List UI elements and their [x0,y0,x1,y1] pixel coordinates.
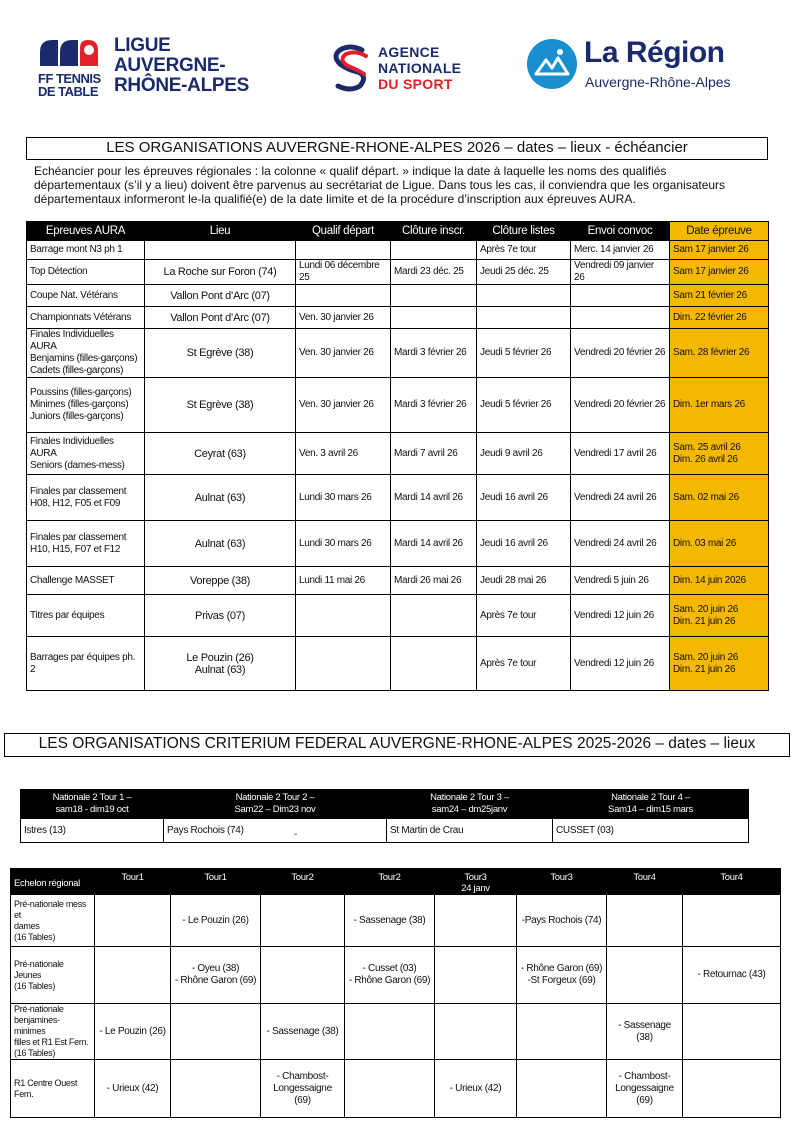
place-cell: Privas (07) [145,595,296,637]
agence-nationale-sport-logo [322,26,480,112]
cloture-inscr-cell: Mardi 23 déc. 25 [391,260,477,285]
nationale2-table [20,789,749,843]
date-epreuve-cell: Dim. 14 juin 2026 [670,567,769,595]
venue-cell: - Sassenage (38) [345,895,435,947]
table-row [27,475,769,521]
qualif-cell [296,241,391,260]
envoi-convoc-cell [571,307,670,329]
table-header-row [27,222,769,241]
qualif-cell: Ven. 30 janvier 26 [296,329,391,378]
fftt-left-text: FF TENNIS DE TABLE [38,71,101,99]
event-name-cell: Championnats Vétérans [27,307,145,329]
intro-paragraph: Echéancier pour les épreuves régionales : la colonne « qualif départ. » indique la date à laquelle les noms des qualifiés départementaux (s’il y a lieu) doivent être parvenus au secrétariat de Ligue. Dans tous les cas, il conviendra que les organisateurs départementaux informeront le-la qualifié(e) de la date limite et de la procédure d’inscription aux épreuves AURA. [34,164,726,206]
table-header-row [11,869,781,895]
envoi-convoc-cell: Merc. 14 janvier 26 [571,241,670,260]
qualif-cell: Lundi 11 mai 26 [296,567,391,595]
venue-cell [517,1060,607,1118]
aura-events-table [26,221,769,691]
event-name-cell: Finales Individuelles AURA Seniors (dames-mess) [27,433,145,475]
ans-text: AGENCE NATIONALE DU SPORT [378,44,462,92]
date-epreuve-cell: Sam 17 janvier 26 [670,260,769,285]
echelon-label-cell: Pré-nationale benjamines-minimes filles et R1 Est Fem. (16 Tables) [11,1004,95,1060]
table-row [11,1060,781,1118]
venue-cell [261,895,345,947]
envoi-convoc-cell: Vendredi 5 juin 26 [571,567,670,595]
cloture-inscr-cell: Mardi 3 février 26 [391,329,477,378]
nationale2-tour-header: Nationale 2 Tour 2 – Sam22 – Dim23 nov [164,790,387,819]
venue-cell [683,895,781,947]
cloture-inscr-cell: Mardi 14 avril 26 [391,521,477,567]
date-epreuve-cell: Dim. 1er mars 26 [670,378,769,433]
venue-cell [171,1004,261,1060]
header-date-epreuve: Date épreuve [670,222,769,241]
date-epreuve-cell: Dim. 22 février 26 [670,307,769,329]
cloture-listes-cell: Après 7e tour [477,595,571,637]
qualif-cell: Lundi 30 mars 26 [296,475,391,521]
header-cloture-listes: Clôture listes [477,222,571,241]
venue-cell [683,1060,781,1118]
event-name-cell: Coupe Nat. Vétérans [27,285,145,307]
venue-cell [683,1004,781,1060]
envoi-convoc-cell: Vendredi 24 avril 26 [571,475,670,521]
nationale2-venue-cell: St Martin de Crau [387,819,553,843]
date-epreuve-cell: Dim. 03 mai 26 [670,521,769,567]
regional-echelon-table [10,868,781,1118]
nationale2-venue-cell: CUSSET (03) [553,819,749,843]
fftt-ligue-logo [38,36,253,100]
table-row [27,378,769,433]
echelon-label-cell: R1 Centre Ouest Fem. [11,1060,95,1118]
region-subtitle: Auvergne-Rhône-Alpes [585,74,731,90]
table-row [27,521,769,567]
region-title: La Région [584,36,725,69]
nationale2-tour-header: Nationale 2 Tour 4 – Sam14 – dim15 mars [553,790,749,819]
table-row [27,329,769,378]
place-cell: Aulnat (63) [145,475,296,521]
tour-header: Tour3 24 janv [435,869,517,895]
venue-cell [171,1060,261,1118]
cloture-listes-cell [477,285,571,307]
qualif-cell [296,595,391,637]
tour-header: Tour2 [261,869,345,895]
tour-header: Tour3 [517,869,607,895]
cloture-listes-cell: Jeudi 5 février 26 [477,329,571,378]
nationale2-venue-cell: Pays Rochois (74) [164,819,387,843]
date-epreuve-cell: Sam. 02 mai 26 [670,475,769,521]
cloture-inscr-cell: Mardi 26 mai 26 [391,567,477,595]
table-row [11,947,781,1004]
date-epreuve-cell: Sam 21 février 26 [670,285,769,307]
venue-cell: - Urieux (42) [95,1060,171,1118]
venue-cell: - Le Pouzin (26) [95,1004,171,1060]
cloture-inscr-cell: Mardi 14 avril 26 [391,475,477,521]
place-cell: Aulnat (63) [145,521,296,567]
cloture-listes-cell [477,307,571,329]
cloture-listes-cell: Jeudi 5 février 26 [477,378,571,433]
qualif-cell: Lundi 30 mars 26 [296,521,391,567]
place-cell: Vallon Pont d’Arc (07) [145,307,296,329]
table-row [27,595,769,637]
envoi-convoc-cell: Vendredi 20 février 26 [571,378,670,433]
section2-title: LES ORGANISATIONS CRITERIUM FEDERAL AUVERGNE-RHONE-ALPES 2025-2026 – dates – lieux [4,733,790,757]
envoi-convoc-cell [571,285,670,307]
table-row [11,1004,781,1060]
venue-cell [435,1004,517,1060]
cloture-inscr-cell: Mardi 3 février 26 [391,378,477,433]
table-header-row [21,790,749,819]
header-cloture-inscr: Clôture inscr. [391,222,477,241]
place-cell: La Roche sur Foron (74) [145,260,296,285]
event-name-cell: Challenge MASSET [27,567,145,595]
venue-cell: - Sassenage (38) [607,1004,683,1060]
dash-mark: - [294,829,298,840]
section1-title: LES ORGANISATIONS AUVERGNE-RHONE-ALPES 2026 – dates – lieux - échéancier [26,137,768,160]
echelon-label-cell: Pré-nationale Jeunes (16 Tables) [11,947,95,1004]
qualif-cell: Lundi 06 décembre 25 [296,260,391,285]
tour-header: Tour2 [345,869,435,895]
event-name-cell: Barrages par équipes ph. 2 [27,637,145,691]
place-cell: Voreppe (38) [145,567,296,595]
date-epreuve-cell: Sam. 25 avril 26 Dim. 26 avril 26 [670,433,769,475]
cloture-inscr-cell [391,307,477,329]
venue-cell: - Urieux (42) [435,1060,517,1118]
venue-cell [607,947,683,1004]
venue-cell [345,1004,435,1060]
tour-header: Tour4 [683,869,781,895]
venue-cell [607,895,683,947]
ans-s-icon [328,42,372,94]
cloture-listes-cell: Jeudi 16 avril 26 [477,521,571,567]
table-row [27,241,769,260]
table-row [27,307,769,329]
echelon-label-cell: Pré-nationale mess et dames (16 Tables) [11,895,95,947]
venue-cell [261,947,345,1004]
venue-cell [517,1004,607,1060]
event-name-cell: Finales Individuelles AURA Benjamins (filles-garçons) Cadets (filles-garçons) [27,329,145,378]
venue-cell [95,895,171,947]
cloture-inscr-cell [391,285,477,307]
fftt-logo-icon [38,38,100,66]
venue-cell: - Chambost- Longessaigne (69) [261,1060,345,1118]
tour-header: Tour1 [171,869,261,895]
date-epreuve-cell: Sam. 28 février 26 [670,329,769,378]
table-row [27,567,769,595]
header-qualif: Qualif départ [296,222,391,241]
venue-cell: - Cusset (03) - Rhône Garon (69) [345,947,435,1004]
place-cell [145,241,296,260]
qualif-cell: Ven. 3 avril 26 [296,433,391,475]
venue-cell: -Pays Rochois (74) [517,895,607,947]
header-envoi-convoc: Envoi convoc [571,222,670,241]
event-name-cell: Poussins (filles-garçons) Minimes (filles-garçons) Juniors (filles-garçons) [27,378,145,433]
event-name-cell: Finales par classement H10, H15, F07 et F12 [27,521,145,567]
event-name-cell: Top Détection [27,260,145,285]
nationale2-tour-header: Nationale 2 Tour 3 – sam24 – dm25janv [387,790,553,819]
envoi-convoc-cell: Vendredi 09 janvier 26 [571,260,670,285]
place-cell: Le Pouzin (26) Aulnat (63) [145,637,296,691]
cloture-inscr-cell [391,637,477,691]
venue-cell: - Oyeu (38) - Rhône Garon (69) [171,947,261,1004]
cloture-inscr-cell: Mardi 7 avril 26 [391,433,477,475]
venue-cell [95,947,171,1004]
event-name-cell: Barrage mont N3 ph 1 [27,241,145,260]
envoi-convoc-cell: Vendredi 17 avril 26 [571,433,670,475]
region-aura-logo [526,36,766,96]
venue-cell: - Sassenage (38) [261,1004,345,1060]
table-row [27,433,769,475]
region-mountain-icon [526,38,578,90]
nationale2-venue-cell: Istres (13) [21,819,164,843]
table-row [21,819,749,843]
qualif-cell: Ven. 30 janvier 26 [296,307,391,329]
qualif-cell [296,285,391,307]
cloture-listes-cell: Jeudi 28 mai 26 [477,567,571,595]
nationale2-tour-header: Nationale 2 Tour 1 – sam18 - dim19 oct [21,790,164,819]
envoi-convoc-cell: Vendredi 24 avril 26 [571,521,670,567]
place-cell: Ceyrat (63) [145,433,296,475]
ligue-aura-text: LIGUE AUVERGNE- RHÔNE-ALPES [114,35,249,96]
qualif-cell [296,637,391,691]
date-epreuve-cell: Sam. 20 juin 26 Dim. 21 juin 26 [670,595,769,637]
envoi-convoc-cell: Vendredi 20 février 26 [571,329,670,378]
cloture-listes-cell: Jeudi 16 avril 26 [477,475,571,521]
cloture-inscr-cell [391,595,477,637]
venue-cell: - Rhône Garon (69) -St Forgeux (69) [517,947,607,1004]
place-cell: St Egrève (38) [145,329,296,378]
qualif-cell: Ven. 30 janvier 26 [296,378,391,433]
event-name-cell: Titres par équipes [27,595,145,637]
cloture-listes-cell: Après 7e tour [477,241,571,260]
envoi-convoc-cell: Vendredi 12 juin 26 [571,595,670,637]
venue-cell: - Chambost- Longessaigne (69) [607,1060,683,1118]
table-row [27,637,769,691]
table-row [11,895,781,947]
table-row [27,260,769,285]
place-cell: Vallon Pont d’Arc (07) [145,285,296,307]
tour-header: Tour4 [607,869,683,895]
venue-cell: - Le Pouzin (26) [171,895,261,947]
tour-header: Tour1 [95,869,171,895]
cloture-listes-cell: Jeudi 25 déc. 25 [477,260,571,285]
venue-cell: - Retournac (43) [683,947,781,1004]
cloture-listes-cell: Après 7e tour [477,637,571,691]
venue-cell [435,895,517,947]
header-epreuves: Epreuves AURA [27,222,145,241]
table-row [27,285,769,307]
header-lieu: Lieu [145,222,296,241]
cloture-inscr-cell [391,241,477,260]
place-cell: St Egrève (38) [145,378,296,433]
venue-cell [435,947,517,1004]
envoi-convoc-cell: Vendredi 12 juin 26 [571,637,670,691]
date-epreuve-cell: Sam. 20 juin 26 Dim. 21 juin 26 [670,637,769,691]
date-epreuve-cell: Sam 17 janvier 26 [670,241,769,260]
cloture-listes-cell: Jeudi 9 avril 26 [477,433,571,475]
event-name-cell: Finales par classement H08, H12, F05 et F09 [27,475,145,521]
echelon-header: Echelon régional [11,869,95,895]
venue-cell [345,1060,435,1118]
